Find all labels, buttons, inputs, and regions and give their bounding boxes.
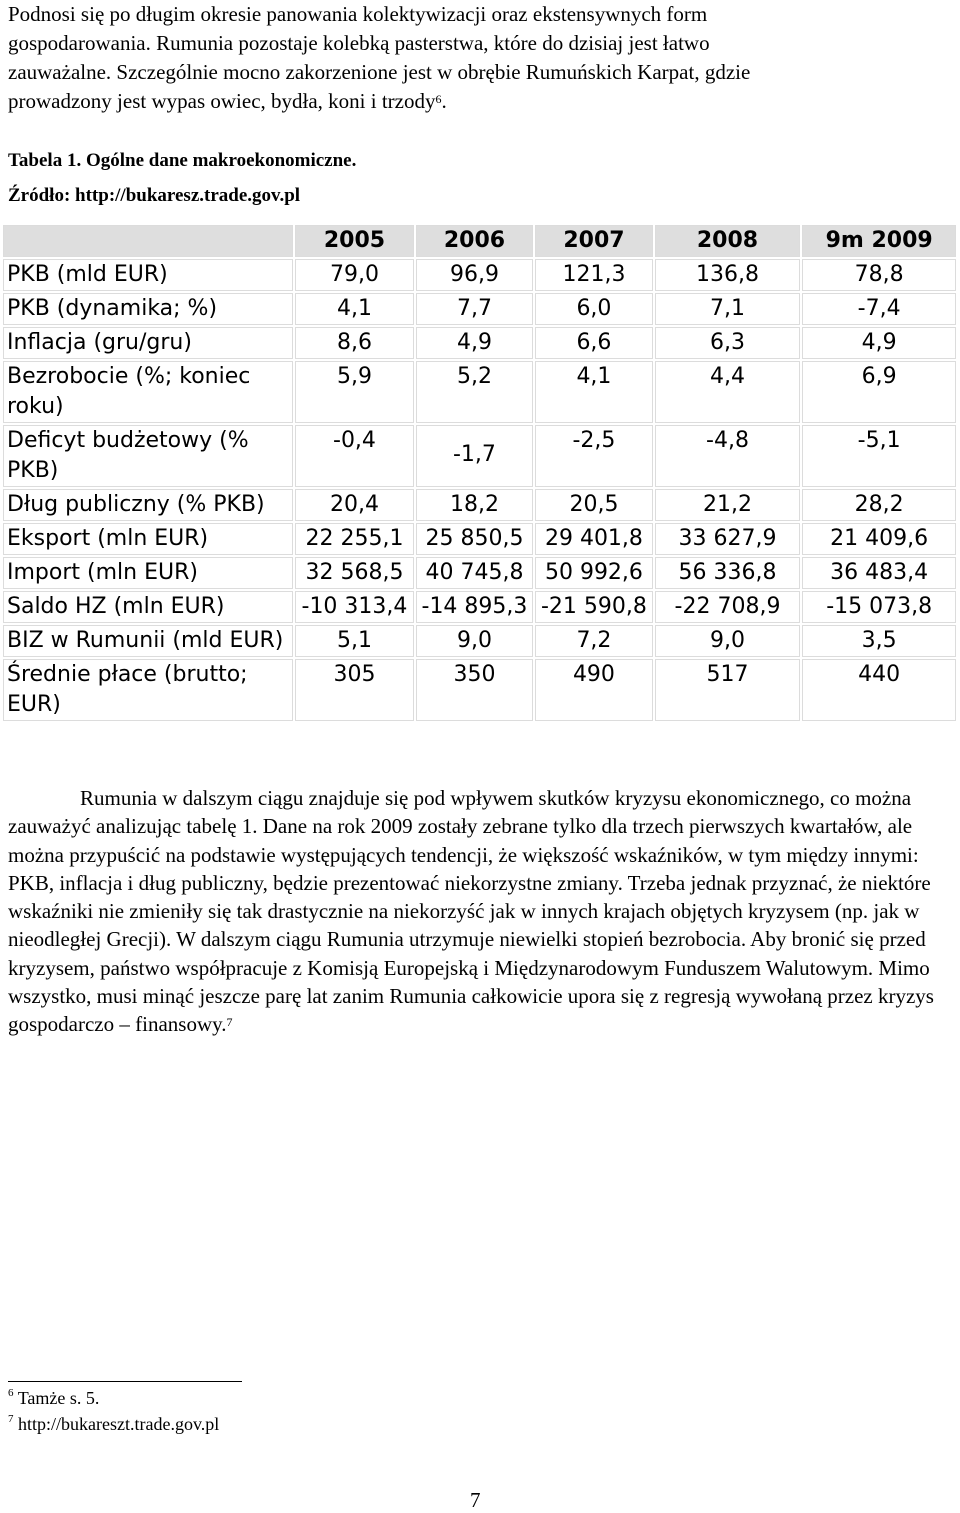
footnote-ref-7[interactable]: 7 (226, 1015, 233, 1030)
footnote-link[interactable]: http://bukareszt.trade.gov.pl (18, 1414, 220, 1434)
table-cell: 56 336,8 (655, 557, 801, 589)
table-cell-value: 305 (333, 662, 376, 687)
table-row (3, 361, 956, 423)
row-label: Inflacja (gru/gru) (3, 327, 293, 359)
intro-line-4: prowadzony jest wypas owiec, bydła, koni i trzody (8, 89, 436, 113)
table-caption: Tabela 1. Ogólne dane makroekonomiczne. (8, 150, 357, 171)
table-row (3, 659, 956, 721)
table-cell: 20,4 (295, 489, 414, 521)
table-cell: -15 073,8 (802, 591, 956, 623)
table-cell: 4,1 (295, 293, 414, 325)
table-cell: 7,2 (535, 625, 652, 657)
table-cell: 22 255,1 (295, 523, 414, 555)
table-cell: 6,3 (655, 327, 801, 359)
table-cell: 7,7 (416, 293, 533, 325)
header-cell-2006: 2006 (416, 225, 533, 257)
table-cell: 350 (416, 659, 533, 721)
footnote-7 (8, 1414, 219, 1435)
table-cell: 6,6 (535, 327, 652, 359)
table-cell: 121,3 (535, 259, 652, 291)
header-cell-2005: 2005 (295, 225, 414, 257)
table-cell: 79,0 (295, 259, 414, 291)
table-cell: 136,8 (655, 259, 801, 291)
table-row (3, 625, 956, 657)
table-cell: 6,9 (802, 361, 956, 423)
intro-line-2: gospodarowania. Rumunia pozostaje kolebką pasterstwa, które do dzisiaj jest łatwo (8, 31, 710, 55)
table-cell: 28,2 (802, 489, 956, 521)
row-label: PKB (dynamika; %) (3, 293, 293, 325)
table-cell: 5,1 (295, 625, 414, 657)
table-cell: 32 568,5 (295, 557, 414, 589)
footnote-number: 6 (8, 1387, 14, 1399)
table-cell: 4,4 (655, 361, 801, 423)
table-cell: 33 627,9 (655, 523, 801, 555)
table-cell: 40 745,8 (416, 557, 533, 589)
table-cell: 7,1 (655, 293, 801, 325)
analysis-paragraph (8, 784, 943, 1039)
row-label: Deficyt budżetowy (% PKB) (3, 425, 293, 487)
table-cell: -22 708,9 (655, 591, 801, 623)
table-cell: 8,6 (295, 327, 414, 359)
row-label: Średnie płace (brutto; EUR) (3, 659, 293, 721)
table-row (3, 489, 956, 521)
row-label: PKB (mld EUR) (3, 259, 293, 291)
table-row (3, 425, 956, 487)
row-label: Dług publiczny (% PKB) (3, 489, 293, 521)
table-header-row (3, 225, 956, 257)
footnote-text: Tamże s. 5. (17, 1388, 100, 1408)
intro-line-3: zauważalne. Szczególnie mocno zakorzenione jest w obrębie Rumuńskich Karpat, gdzie (8, 60, 751, 84)
table-row (3, 327, 956, 359)
table-cell (416, 425, 533, 487)
table-cell: -10 313,4 (295, 591, 414, 623)
table-cell: 4,9 (416, 327, 533, 359)
table-cell: -14 895,3 (416, 591, 533, 623)
table-cell: 517 (655, 659, 801, 721)
macro-data-table (1, 223, 958, 723)
table-cell: 21 409,6 (802, 523, 956, 555)
table-row (3, 523, 956, 555)
footnote-separator (8, 1381, 242, 1382)
footnote-number: 7 (8, 1413, 14, 1425)
page-number: 7 (470, 1488, 481, 1512)
table-cell: 440 (802, 659, 956, 721)
row-label: Bezrobocie (%; koniec roku) (3, 361, 293, 423)
header-cell-2008: 2008 (655, 225, 801, 257)
row-label: BIZ w Rumunii (mld EUR) (3, 625, 293, 657)
table-cell: 9,0 (416, 625, 533, 657)
intro-paragraph (8, 0, 938, 116)
table-cell: 5,2 (416, 361, 533, 423)
table-cell: 78,8 (802, 259, 956, 291)
table-cell-value: -1,7 (452, 442, 496, 467)
analysis-text: Rumunia w dalszym ciągu znajduje się pod wpływem skutków kryzysu ekonomicznego, co można zauważyć analizując tabelę 1. Dane na rok 2009 zostały zebrane tylko dla trzech pierwszych kwartałów, ale można przypuścić na podstawie występujących tendencji, że większość wskaźników, w tym między innymi: PKB, inflacja i dług publiczny, będzie prezentować niekorzystne zmiany. Trzeba jednak przyznać, że niektóre wskaźniki nie zmieniły się tak drastycznie na niekorzyść jak w innych krajach objętych kryzysem (np. jak w nieodległej Grecji). W dalszym ciągu Rumunia utrzymuje niewielki stopień bezrobocia. Aby bronić się przed kryzysem, państwo współpracuje z Komisją Europejską i Międzynarodowym Funduszem Walutowym. Mimo wszystko, musi minąć jeszcze parę lat zanim Rumunia całkowicie upora się z regresją wywołaną przez kryzys gospodarczo – finansowy. (8, 786, 934, 1037)
table-cell: 29 401,8 (535, 523, 652, 555)
table-cell: -2,5 (535, 425, 652, 487)
table-cell: 4,9 (802, 327, 956, 359)
row-label: Saldo HZ (mln EUR) (3, 591, 293, 623)
table-cell: 50 992,6 (535, 557, 652, 589)
row-label: Eksport (mln EUR) (3, 523, 293, 555)
table-cell (295, 659, 414, 721)
table-cell: -7,4 (802, 293, 956, 325)
footnote-6 (8, 1388, 99, 1409)
table-cell: 6,0 (535, 293, 652, 325)
table-row (3, 557, 956, 589)
table-cell: 3,5 (802, 625, 956, 657)
intro-end: . (441, 89, 447, 113)
header-cell-9m-2009: 9m 2009 (802, 225, 956, 257)
table-cell: 4,1 (535, 361, 652, 423)
table-cell: 5,9 (295, 361, 414, 423)
table-cell: -5,1 (802, 425, 956, 487)
table-cell: 9,0 (655, 625, 801, 657)
table-row (3, 259, 956, 291)
table-cell: 18,2 (416, 489, 533, 521)
table-cell: 21,2 (655, 489, 801, 521)
table-cell: -0,4 (295, 425, 414, 487)
header-cell-2007: 2007 (535, 225, 652, 257)
table-cell: 36 483,4 (802, 557, 956, 589)
row-label: Import (mln EUR) (3, 557, 293, 589)
table-row (3, 293, 956, 325)
table-cell: 96,9 (416, 259, 533, 291)
table-cell: -4,8 (655, 425, 801, 487)
table-cell: 20,5 (535, 489, 652, 521)
table-cell: 490 (535, 659, 652, 721)
table-source: Źródło: http://bukaresz.trade.gov.pl (8, 185, 301, 206)
table-row (3, 591, 956, 623)
header-cell-empty (3, 225, 293, 257)
table-cell: 25 850,5 (416, 523, 533, 555)
table-cell: -21 590,8 (535, 591, 652, 623)
intro-line-1: Podnosi się po długim okresie panowania kolektywizacji oraz ekstensywnych form (8, 2, 708, 26)
footnote-ref-6[interactable]: 6 (435, 92, 442, 106)
